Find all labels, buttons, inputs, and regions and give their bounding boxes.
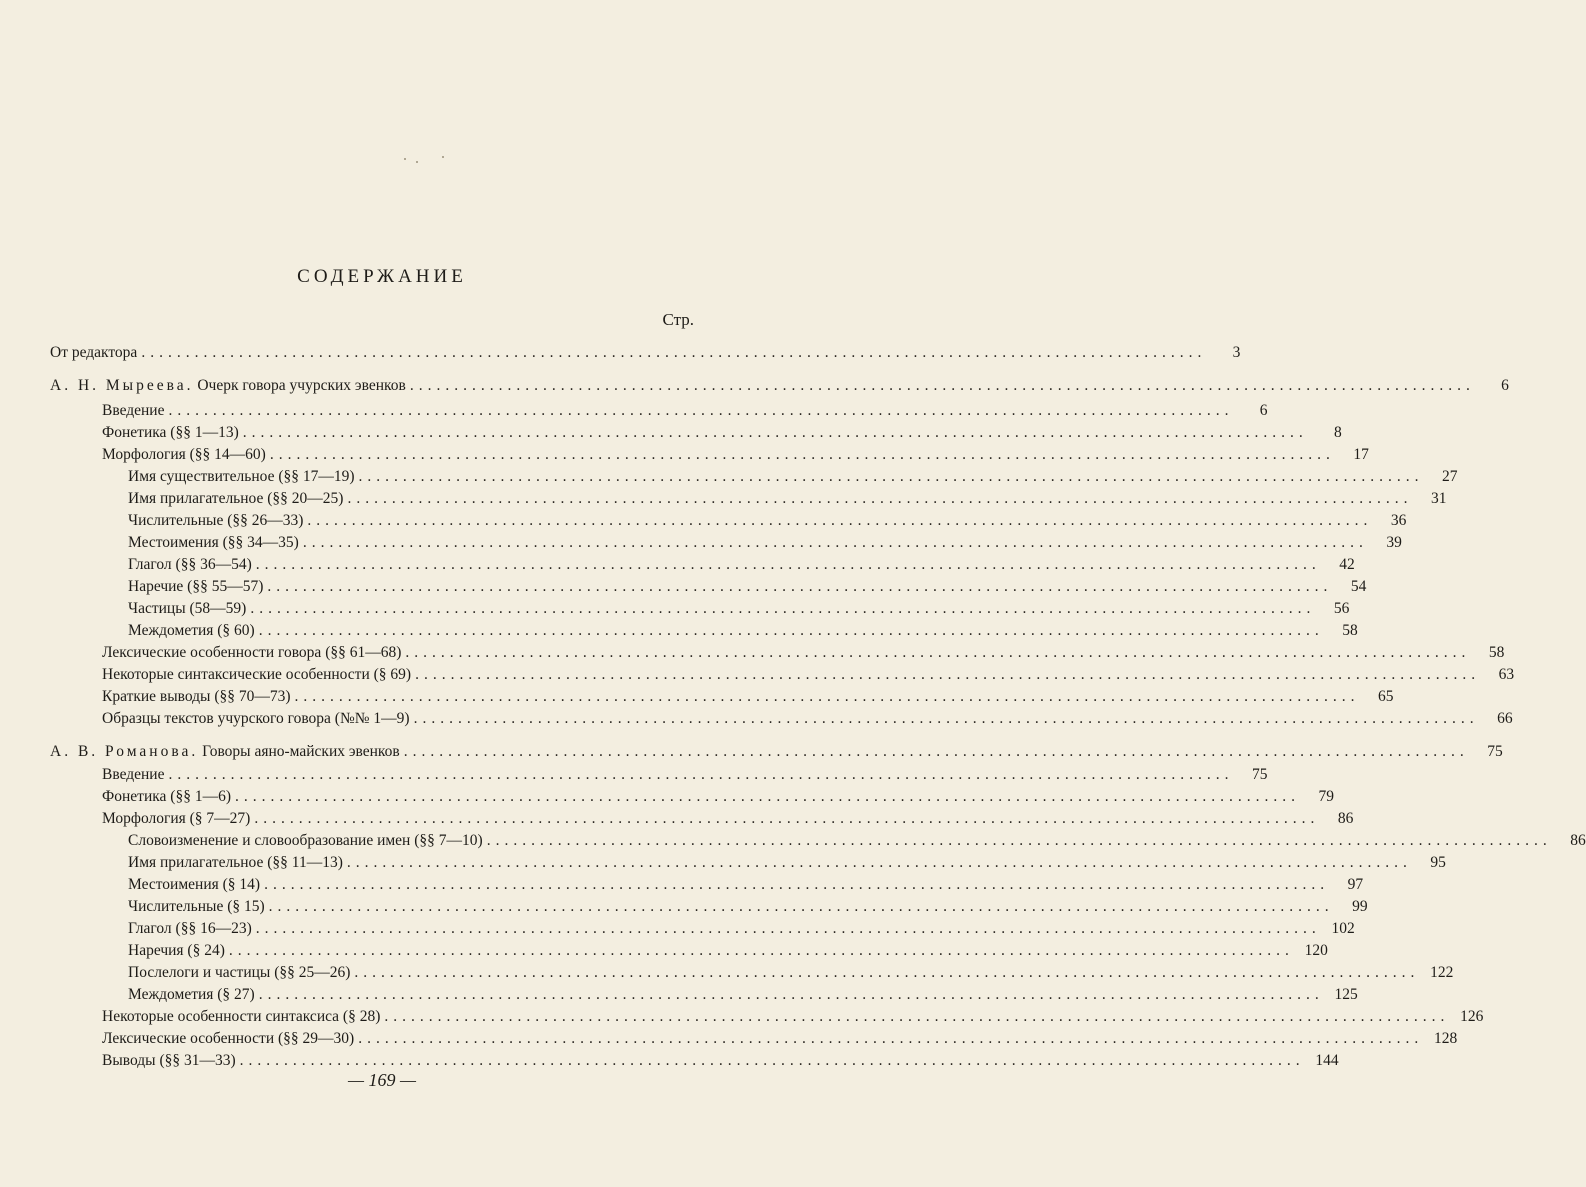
toc-entry-page: 17	[1353, 446, 1369, 463]
toc-entry[interactable]	[102, 642, 1505, 664]
toc-entry-text: Фонетика (§§ 1—6)	[102, 788, 231, 805]
toc-entry-text: Некоторые синтаксические особенности (§ 69)	[102, 666, 412, 683]
toc-entry[interactable]	[128, 620, 1358, 642]
toc-entry-label	[102, 664, 411, 686]
dot-leader: ........................................................................................................................	[268, 898, 1334, 915]
toc-entry[interactable]	[128, 918, 1355, 940]
toc-entry-page: 144	[1315, 1052, 1339, 1069]
toc-entry-text: Местоимения (§§ 34—35)	[128, 534, 299, 551]
toc-entry[interactable]	[128, 488, 1447, 510]
dot-leader: ........................................................................................................................	[354, 964, 1420, 981]
dot-leader: ........................................................................................................................	[228, 942, 1294, 959]
toc-entry-page: 75	[1487, 743, 1503, 760]
toc-entry[interactable]	[128, 532, 1402, 554]
toc-entry-label	[102, 708, 410, 730]
dot-leader: ........................................................................................................................	[168, 402, 1234, 419]
toc-entry-text: Выводы (§§ 31—33)	[102, 1052, 236, 1069]
toc-entry-page: 8	[1334, 424, 1342, 441]
dot-leader: ........................................................................................................................	[269, 446, 1335, 463]
toc-entry-label	[128, 874, 260, 896]
toc-entry-page: 86	[1570, 832, 1586, 849]
toc-entry[interactable]	[128, 896, 1368, 918]
dot-leader: ........................................................................................................................	[403, 743, 1469, 760]
toc-entry-label	[102, 686, 291, 708]
toc-entry-label	[128, 466, 355, 488]
toc-entry-label	[128, 554, 252, 576]
toc-entry[interactable]	[102, 686, 1394, 708]
toc-entry[interactable]	[102, 444, 1369, 466]
toc-entry-author: А. Н. Мыреева.	[50, 377, 194, 394]
dot-leader: ........................................................................................................................	[242, 424, 1308, 441]
toc-entry-text: Морфология (§§ 14—60)	[102, 446, 266, 463]
toc-entry-page: 6	[1501, 377, 1509, 394]
toc-entry-text: Числительные (§§ 26—33)	[128, 512, 304, 529]
toc-entry-text: Морфология (§ 7—27)	[102, 810, 251, 827]
toc-entry[interactable]	[128, 598, 1350, 620]
dot-leader: ........................................................................................................................	[267, 578, 1333, 595]
toc-entry[interactable]	[102, 664, 1515, 686]
toc-entry-text: Глагол (§§ 16—23)	[128, 920, 252, 937]
toc-entry-label	[128, 598, 246, 620]
toc-entry-page: 125	[1334, 986, 1358, 1003]
toc-entry-label	[128, 532, 299, 554]
toc-entry[interactable]	[50, 342, 1241, 364]
dot-leader: ........................................................................................................................	[347, 490, 1413, 507]
dot-leader: ........................................................................................................................	[264, 876, 1330, 893]
toc-entry-label	[50, 342, 137, 364]
toc-entry-label	[128, 576, 263, 598]
dot-leader: ........................................................................................................................	[384, 1008, 1450, 1025]
toc-entry-text: Введение	[102, 402, 165, 419]
toc-entry-text: Введение	[102, 766, 165, 783]
toc-entry[interactable]	[128, 830, 1586, 852]
toc-entry-label	[128, 488, 343, 510]
dot-leader: ........................................................................................................................	[346, 854, 1412, 871]
dot-leader: ........................................................................................................................	[254, 810, 1320, 827]
toc-entry-text: Имя прилагательное (§§ 11—13)	[128, 854, 343, 871]
toc-entry[interactable]	[102, 708, 1513, 730]
toc-entry[interactable]	[128, 852, 1446, 874]
page-title: СОДЕРЖАНИЕ	[297, 266, 467, 287]
dot-leader: ........................................................................................................................	[415, 666, 1481, 683]
toc-entry-label	[128, 896, 265, 918]
toc-entry-author: А. В. Романова.	[50, 743, 199, 760]
toc-entry-text: Образцы текстов учурского говора (№№ 1—9)	[102, 710, 410, 727]
toc-entry-page: 86	[1337, 810, 1354, 827]
toc-entry-label	[102, 642, 401, 664]
toc-entry-label	[102, 422, 239, 444]
toc-entry-label	[102, 1050, 236, 1072]
dot-leader: ........................................................................................................................	[358, 468, 1424, 485]
toc-entry-label	[50, 375, 406, 397]
toc-entry-page: 63	[1498, 666, 1515, 683]
toc-entry[interactable]	[102, 786, 1334, 808]
dot-leader: ........................................................................................................................	[486, 832, 1552, 849]
dot-leader: ........................................................................................................................	[294, 688, 1360, 705]
toc-entry[interactable]	[102, 400, 1268, 422]
toc-entry-text: Междометия (§ 27)	[128, 986, 255, 1003]
page-column-label: Стр.	[662, 310, 694, 329]
toc-entry-label	[102, 1006, 380, 1028]
dot-leader: ........................................................................................................................	[409, 377, 1475, 394]
toc-entry-text: Местоимения (§ 14)	[128, 876, 261, 893]
toc-entry[interactable]	[128, 554, 1355, 576]
toc-entry[interactable]	[102, 422, 1342, 444]
toc-entry-label	[128, 852, 343, 874]
toc-entry-text: Говоры аяно-майских эвенков	[202, 743, 400, 760]
paper-speck	[416, 161, 418, 163]
toc-entry-page: 75	[1251, 766, 1268, 783]
toc-entry-label	[128, 940, 225, 962]
toc-entry-text: Фонетика (§§ 1—13)	[102, 424, 239, 441]
toc-entry[interactable]	[50, 375, 1509, 397]
toc-entry-page: 42	[1339, 556, 1355, 573]
toc-entry[interactable]	[128, 984, 1358, 1006]
toc-entry-text: Лексические особенности говора (§§ 61—68)	[102, 644, 402, 661]
toc-entry-text: Послелоги и частицы (§§ 25—26)	[128, 964, 351, 981]
toc-entry[interactable]	[128, 962, 1454, 984]
toc-entry[interactable]	[102, 764, 1268, 786]
toc-entry[interactable]	[128, 510, 1407, 532]
toc-entry-page: 97	[1347, 876, 1364, 893]
toc-entry-label	[128, 962, 350, 984]
toc-entry-page: 36	[1390, 512, 1407, 529]
toc-entry-label	[128, 984, 255, 1006]
dot-leader: ........................................................................................................................	[302, 534, 1368, 551]
dot-leader: ........................................................................................................................	[258, 986, 1324, 1003]
toc-entry-page: 95	[1430, 854, 1446, 871]
toc-entry[interactable]	[128, 940, 1328, 962]
toc-entry-page: 66	[1497, 710, 1513, 727]
toc-entry-text: Междометия (§ 60)	[128, 622, 255, 639]
toc-entry-page: 99	[1352, 898, 1368, 915]
dot-leader: ........................................................................................................................	[239, 1052, 1305, 1069]
toc-entry[interactable]	[102, 808, 1354, 830]
dot-leader: ........................................................................................................................	[255, 920, 1321, 937]
toc-entry-text: Имя прилагательное (§§ 20—25)	[128, 490, 344, 507]
dot-leader: ........................................................................................................................	[358, 1030, 1424, 1047]
toc-entry-page: 120	[1304, 942, 1328, 959]
dot-leader: ........................................................................................................................	[235, 788, 1300, 805]
dot-leader: ........................................................................................................................	[405, 644, 1471, 661]
dot-leader: ........................................................................................................................	[250, 600, 1316, 617]
toc-entry-label	[102, 1028, 354, 1050]
toc-entry-text: Глагол (§§ 36—54)	[128, 556, 252, 573]
toc-entry-text: Имя существительное (§§ 17—19)	[128, 468, 355, 485]
toc-entry[interactable]	[102, 1050, 1339, 1072]
toc-entry-label	[128, 620, 255, 642]
toc-entry-label	[102, 764, 164, 786]
toc-entry[interactable]	[128, 874, 1364, 896]
toc-entry-page: 31	[1430, 490, 1447, 507]
dot-leader: ........................................................................................................................	[168, 766, 1234, 783]
toc-entry-text: Числительные (§ 15)	[128, 898, 265, 915]
toc-entry-page: 128	[1433, 1030, 1458, 1047]
toc-entry-page: 6	[1259, 402, 1268, 419]
toc-entry-text: Наречия (§ 24)	[128, 942, 225, 959]
toc-entry-label	[128, 830, 483, 852]
toc-entry-page: 102	[1331, 920, 1355, 937]
toc-entry[interactable]	[102, 1006, 1484, 1028]
toc-entry-label	[50, 741, 400, 763]
page-number-footer: — 169 —	[347, 1070, 416, 1090]
toc-entry-page: 58	[1342, 622, 1358, 639]
toc-entry-page: 58	[1488, 644, 1505, 661]
toc-entry-page: 27	[1442, 468, 1458, 485]
dot-leader: ........................................................................................................................	[413, 710, 1479, 727]
toc-entry-page: 126	[1460, 1008, 1484, 1025]
toc-entry-label	[128, 510, 303, 532]
toc-entry-label	[102, 444, 266, 466]
toc-entry[interactable]	[128, 576, 1367, 598]
dot-leader: ........................................................................................................................	[307, 512, 1373, 529]
toc-entry-page: 56	[1333, 600, 1350, 617]
toc-entry-text: Наречие (§§ 55—57)	[128, 578, 264, 595]
toc-entry-text: Краткие выводы (§§ 70—73)	[102, 688, 291, 705]
toc-entry-label	[102, 786, 231, 808]
paper-speck	[404, 158, 406, 160]
toc-entry-text: Частицы (58—59)	[128, 600, 247, 617]
toc-entry-text: Некоторые особенности синтаксиса (§ 28)	[102, 1008, 381, 1025]
toc-entry-label	[102, 808, 250, 830]
toc-entry-page: 54	[1350, 578, 1367, 595]
dot-leader: ........................................................................................................................	[255, 556, 1321, 573]
toc-entry-text: От редактора	[50, 344, 138, 361]
toc-entry-label	[128, 918, 252, 940]
toc-entry-text: Лексические особенности (§§ 29—30)	[102, 1030, 355, 1047]
toc-entry-text: Словоизменение и словообразование имен (§§ 7—10)	[128, 832, 483, 849]
toc-entry-label	[102, 400, 164, 422]
toc-entry[interactable]	[50, 741, 1503, 763]
dot-leader: ........................................................................................................................	[141, 344, 1207, 361]
toc-entry-text: Очерк говора учурских эвенков	[197, 377, 406, 394]
toc-entry-page: 3	[1232, 344, 1241, 361]
toc-entry[interactable]	[102, 1028, 1458, 1050]
toc-entry-page: 79	[1318, 788, 1334, 805]
toc-entry-page: 65	[1378, 688, 1394, 705]
dot-leader: ........................................................................................................................	[258, 622, 1324, 639]
toc-entry-page: 122	[1430, 964, 1454, 981]
toc-entry[interactable]	[128, 466, 1458, 488]
toc-entry-page: 39	[1386, 534, 1402, 551]
paper-speck	[442, 156, 444, 158]
